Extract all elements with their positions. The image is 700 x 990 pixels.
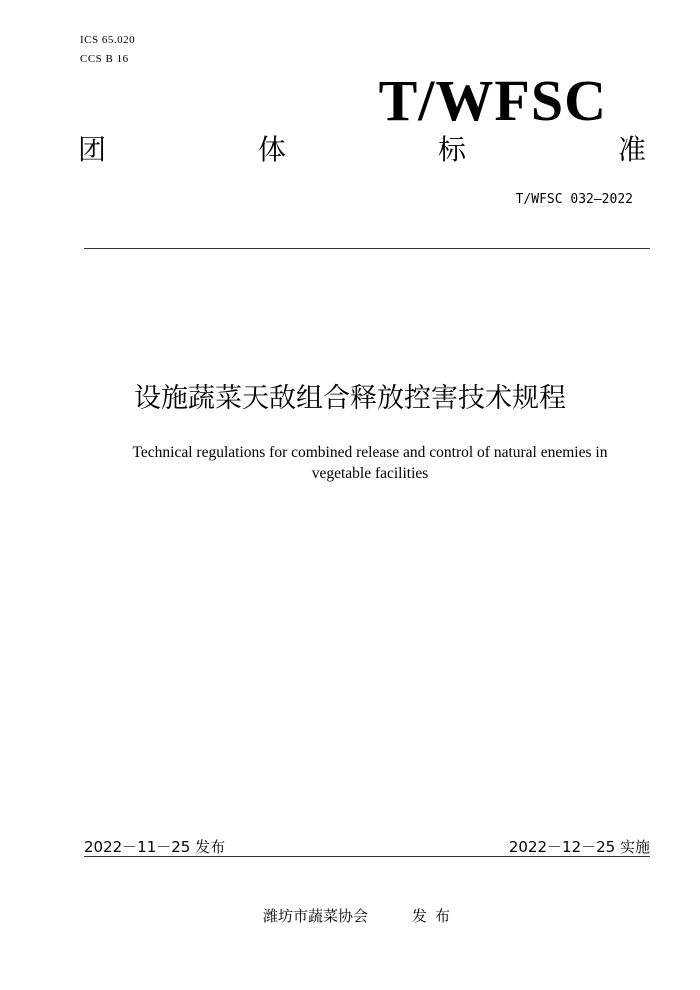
issuing-organization: 潍坊市蔬菜协会 (263, 907, 369, 925)
issue-label: 发布 (412, 907, 459, 925)
top-divider (84, 248, 650, 249)
ccs-code: CCS B 16 (80, 53, 129, 65)
standard-brand-logo: T/WFSC (378, 68, 607, 133)
implement-date: 2022－12－25 实施 (508, 838, 650, 856)
ics-code: ICS 65.020 (80, 34, 136, 46)
standard-type-char: 标 (437, 133, 466, 166)
standard-type-char: 准 (617, 133, 646, 166)
bottom-divider (84, 856, 650, 857)
standard-number: T/WFSC 032—2022 (515, 192, 633, 207)
title-english: Technical regulations for combined release and control of natural enemies in vegetable facilities (132, 444, 608, 482)
standard-type-heading (78, 133, 646, 166)
title-chinese: 设施蔬菜天敌组合释放控害技术规程 (134, 383, 566, 414)
standard-type-char: 团 (78, 133, 107, 166)
publish-date: 2022－11－25 发布 (84, 838, 226, 856)
standard-type-char: 体 (257, 133, 286, 166)
